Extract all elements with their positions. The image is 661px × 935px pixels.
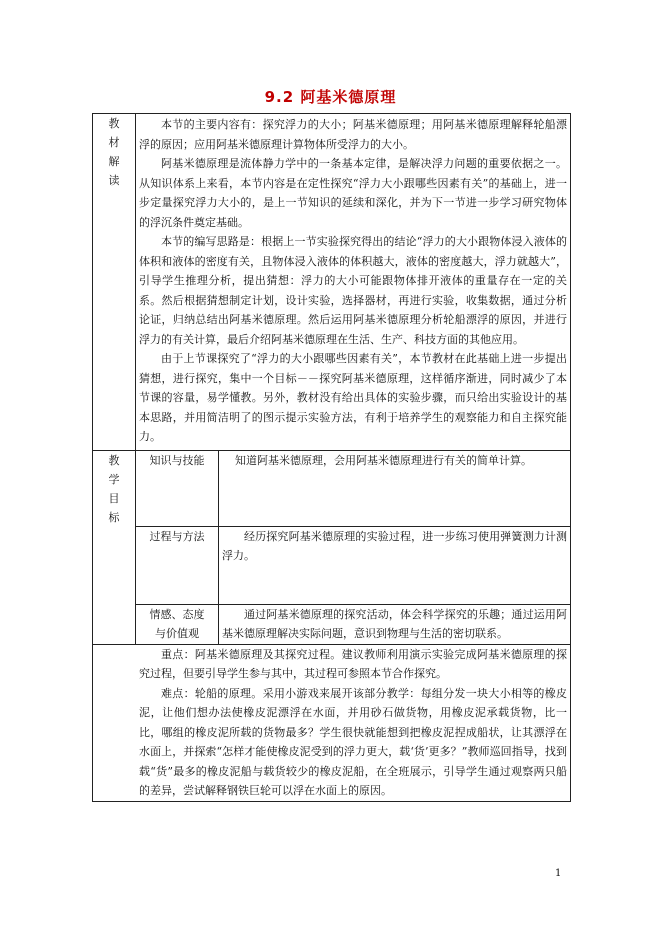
- goal-row-knowledge: [93, 450, 571, 526]
- textbook-row: [93, 114, 571, 451]
- paragraph: 本节的编写思路是：根据上一节实验探究得出的结论“浮力的大小跟物体浸入液体的体积和液体的密度有关，且物体浸入液体的体积越大，液体的密度越大，浮力就越大”，引导学生推理分析，提出猜想：浮力的大小可能跟物体排开液体的重量存在一定的关系。然后根据猜想制定计划，设计实验，选择器材，再进行实验，收集数据，通过分析论证，归纳总结出阿基米德原理。然后运用阿基米德原理分析轮船漂浮的原因，并进行浮力的有关计算，最后介绍阿基米德原理在生活、生产、科技方面的其他应用。: [139, 235, 567, 346]
- textbook-label: 教 材 解 读: [93, 114, 136, 451]
- goal-name: 情感、态度与价值观: [136, 604, 219, 644]
- goal-name: 过程与方法: [136, 526, 219, 604]
- page-title: 9.2 阿基米德原理: [264, 88, 397, 106]
- emphasis-text: 重点：阿基米德原理及其探究过程。建议教师利用演示实验完成阿基米德原理的探究过程，但要引导学生参与其中，其过程可参照本节合作探究。: [139, 647, 567, 680]
- goal-text: 经历探究阿基米德原理的实验过程，进一步练习使用弹簧测力计测浮力。: [219, 526, 571, 604]
- lesson-plan-table: [92, 113, 571, 802]
- goal-row-attitude: [93, 604, 571, 644]
- goal-text: 知道阿基米德原理，会用阿基米德原理进行有关的简单计算。: [219, 450, 571, 526]
- paragraph: 由于上节课探究了“浮力的大小跟哪些因素有关”，本节教材在此基础上进一步提出猜想，进行探究，集中一个目标－－探究阿基米德原理，这样循序渐进，同时减少了本节课的容量，易学懂教。另外，教材没有给出具体的实验步骤，而只给出实验设计的基本思路，并用简洁明了的图示提示实验方法，有利于培养学生的观察能力和自主探究能力。: [139, 352, 567, 443]
- difficulty-text: 难点：轮船的原理。采用小游戏来展开该部分教学：每组分发一块大小相等的橡皮泥，让他们想办法使橡皮泥漂浮在水面，并用砂石做货物，用橡皮泥承载货物，比一比，哪组的橡皮泥所载的货物最多？学生很快就能想到把橡皮泥捏成船状，让其漂浮在水面上，并探索“怎样才能使橡皮泥受到的浮力更大，载‘货’更多？”教师巡回指导，找到载“货”最多的橡皮泥船与载货较少的橡皮泥船，在全班展示，引导学生通过观察两只船的差异，尝试解释钢铁巨轮可以浮在水面上的原因。: [139, 686, 567, 797]
- key-points-row: [93, 644, 571, 801]
- paragraph: 本节的主要内容有：探究浮力的大小；阿基米德原理；用阿基米德原理解释轮船漂浮的原因；应用阿基米德原理计算物体所受浮力的大小。: [139, 118, 567, 151]
- key-points-content: [93, 644, 571, 801]
- textbook-content: [136, 114, 571, 451]
- goal-name: 知识与技能: [136, 450, 219, 526]
- goal-text: 通过阿基米德原理的探究活动，体会科学探究的乐趣；通过运用阿基米德原理解决实际问题，意识到物理与生活的密切联系。: [219, 604, 571, 644]
- goals-label: 教 学 目 标: [93, 450, 136, 644]
- goal-row-process: [93, 526, 571, 604]
- page-number: 1: [555, 868, 562, 879]
- paragraph: 阿基米德原理是流体静力学中的一条基本定律，是解决浮力问题的重要依据之一。从知识体系上来看，本节内容是在定性探究“浮力大小跟哪些因素有关”的基础上，进一步定量探究浮力大小的，是上一节知识的延续和深化，并为下一节进一步学习研究物体的浮沉条件奠定基础。: [139, 157, 567, 229]
